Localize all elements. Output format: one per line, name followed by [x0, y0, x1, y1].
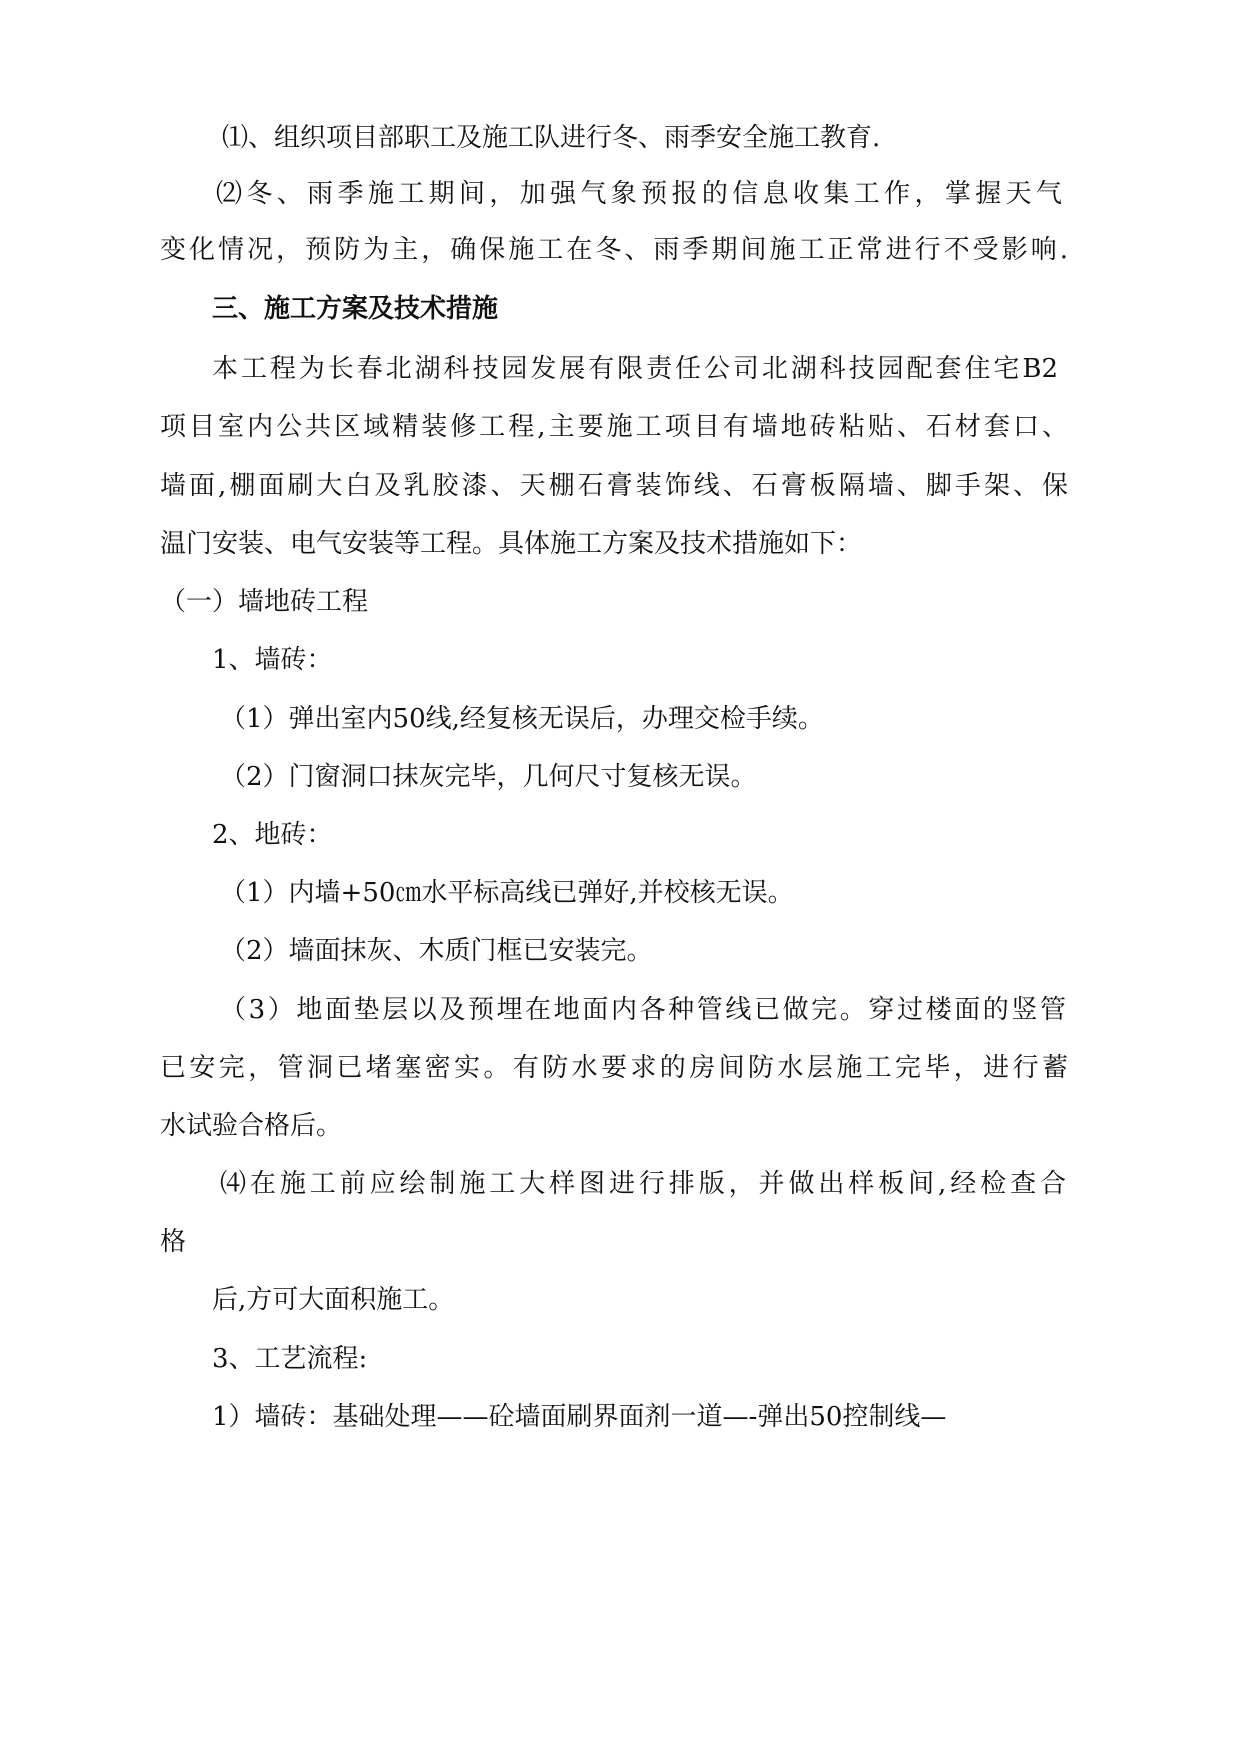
list-item-line: （2）墙面抹灰、木质门框已安装完。: [220, 936, 653, 966]
paragraph-line-20: 格: [160, 1227, 187, 1257]
paragraph-line-8: 温门安装、电气安装等工程。具体施工方案及技术措施如下：: [160, 529, 863, 559]
list-item-line: （3）地面垫层以及预埋在地面内各种管线已做完。穿过楼面的竖管: [220, 995, 1066, 1025]
paragraph-line-18: 水试验合格后。: [160, 1111, 343, 1141]
item-heading-wall-tile: 1、墙砖：: [212, 645, 333, 675]
list-item-line: （1）内墙+50㎝水平标高线已弹好,并校核无误。: [220, 878, 794, 908]
paragraph-line-21: 后,方可大面积施工。: [212, 1285, 455, 1315]
process-line: 1）墙砖：基础处理——砼墙面刷界面剂一道—-弹出50控制线—: [212, 1402, 947, 1432]
list-item-line: （2）门窗洞口抹灰完毕，几何尺寸复核无误。: [220, 762, 757, 792]
paragraph-line-5: 本工程为长春北湖科技园发展有限责任公司北湖科技园配套住宅B2: [212, 354, 1058, 384]
paragraph-line-17: 已安完，管洞已堵塞密实。有防水要求的房间防水层施工完毕，进行蓄: [160, 1053, 1068, 1083]
subsection-heading: （一）墙地砖工程: [160, 587, 369, 617]
list-item-line: （1）弹出室内50线,经复核无误后，办理交检手续。: [220, 704, 824, 734]
section-heading: 三、施工方案及技术措施: [212, 294, 499, 324]
item-heading-floor-tile: 2、地砖：: [212, 820, 333, 850]
paragraph-line-2: ⑵冬、雨季施工期间，加强气象预报的信息收集工作，掌握天气: [216, 179, 1062, 209]
paragraph-line-6: 项目室内公共区域精装修工程,主要施工项目有墙地砖粘贴、石材套口、: [160, 412, 1068, 442]
paragraph-line-7: 墙面,棚面刷大白及乳胶漆、天棚石膏装饰线、石膏板隔墙、脚手架、保: [160, 471, 1068, 501]
paragraph-line-3: 变化情况，预防为主，确保施工在冬、雨季期间施工正常进行不受影响.: [160, 235, 1068, 265]
item-heading-process: 3、工艺流程:: [212, 1344, 368, 1374]
paragraph-line-1: ⑴、组织项目部职工及施工队进行冬、雨季安全施工教育.: [222, 123, 881, 153]
list-item-line: ⑷在施工前应绘制施工大样图进行排版，并做出样板间,经检查合: [220, 1169, 1066, 1199]
